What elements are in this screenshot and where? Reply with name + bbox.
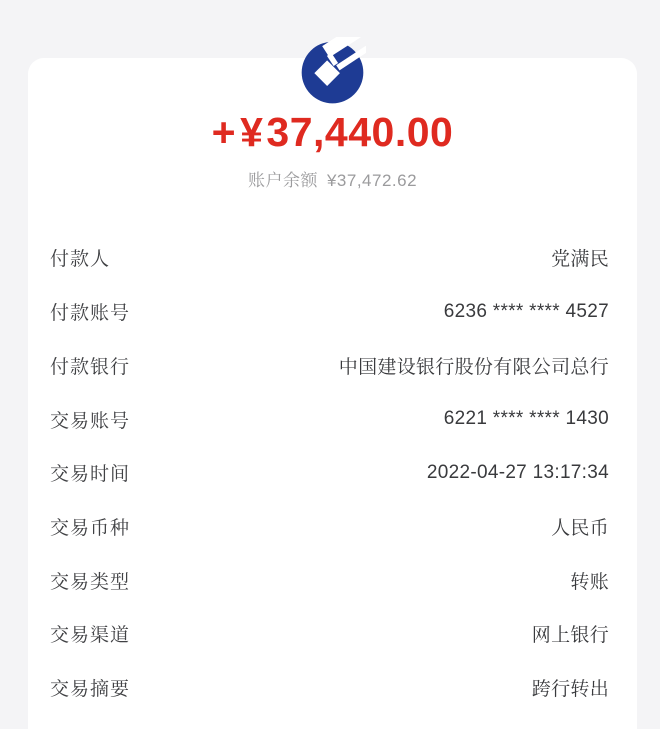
balance-label: 账户余额 xyxy=(247,171,318,191)
detail-row xyxy=(28,392,637,446)
detail-label: 交易账号 xyxy=(50,410,131,432)
detail-row xyxy=(28,231,637,285)
detail-label: 交易渠道 xyxy=(50,625,131,647)
ccb-bank-logo-icon xyxy=(299,37,366,104)
amount-sign: + xyxy=(211,109,237,155)
detail-label: 交易币种 xyxy=(50,517,131,539)
detail-value: 6236 **** **** 4527 xyxy=(443,300,609,322)
detail-label: 付款人 xyxy=(50,249,111,271)
detail-value: 转账 xyxy=(570,571,609,593)
detail-label: 付款银行 xyxy=(50,356,131,378)
detail-row xyxy=(28,446,637,500)
amount-currency: ¥ xyxy=(240,109,264,155)
detail-value: 6221 **** **** 1430 xyxy=(443,408,609,429)
detail-row xyxy=(28,607,637,661)
balance-value: ¥37,472.62 xyxy=(326,171,418,191)
detail-row xyxy=(28,285,637,339)
ccb-logo-svg xyxy=(299,37,366,104)
detail-value: 跨行转出 xyxy=(531,678,609,700)
detail-value: 人民币 xyxy=(551,517,609,539)
detail-row xyxy=(28,500,637,554)
amount-value: 37,440.00 xyxy=(266,109,454,155)
account-balance xyxy=(28,166,637,191)
detail-label: 付款账号 xyxy=(50,303,131,325)
detail-row xyxy=(28,338,637,392)
detail-label: 交易时间 xyxy=(50,464,131,486)
detail-value: 网上银行 xyxy=(531,625,609,647)
detail-value: 党满民 xyxy=(551,249,609,271)
transaction-amount xyxy=(28,110,637,155)
detail-row xyxy=(28,661,637,715)
detail-value: 中国建设银行股份有限公司总行 xyxy=(338,356,609,378)
detail-label: 交易摘要 xyxy=(50,678,131,700)
receipt-card xyxy=(28,58,637,729)
detail-label: 交易类型 xyxy=(50,571,131,593)
details-list xyxy=(28,231,637,714)
detail-value: 2022-04-27 13:17:34 xyxy=(426,461,609,483)
detail-row xyxy=(28,553,637,607)
